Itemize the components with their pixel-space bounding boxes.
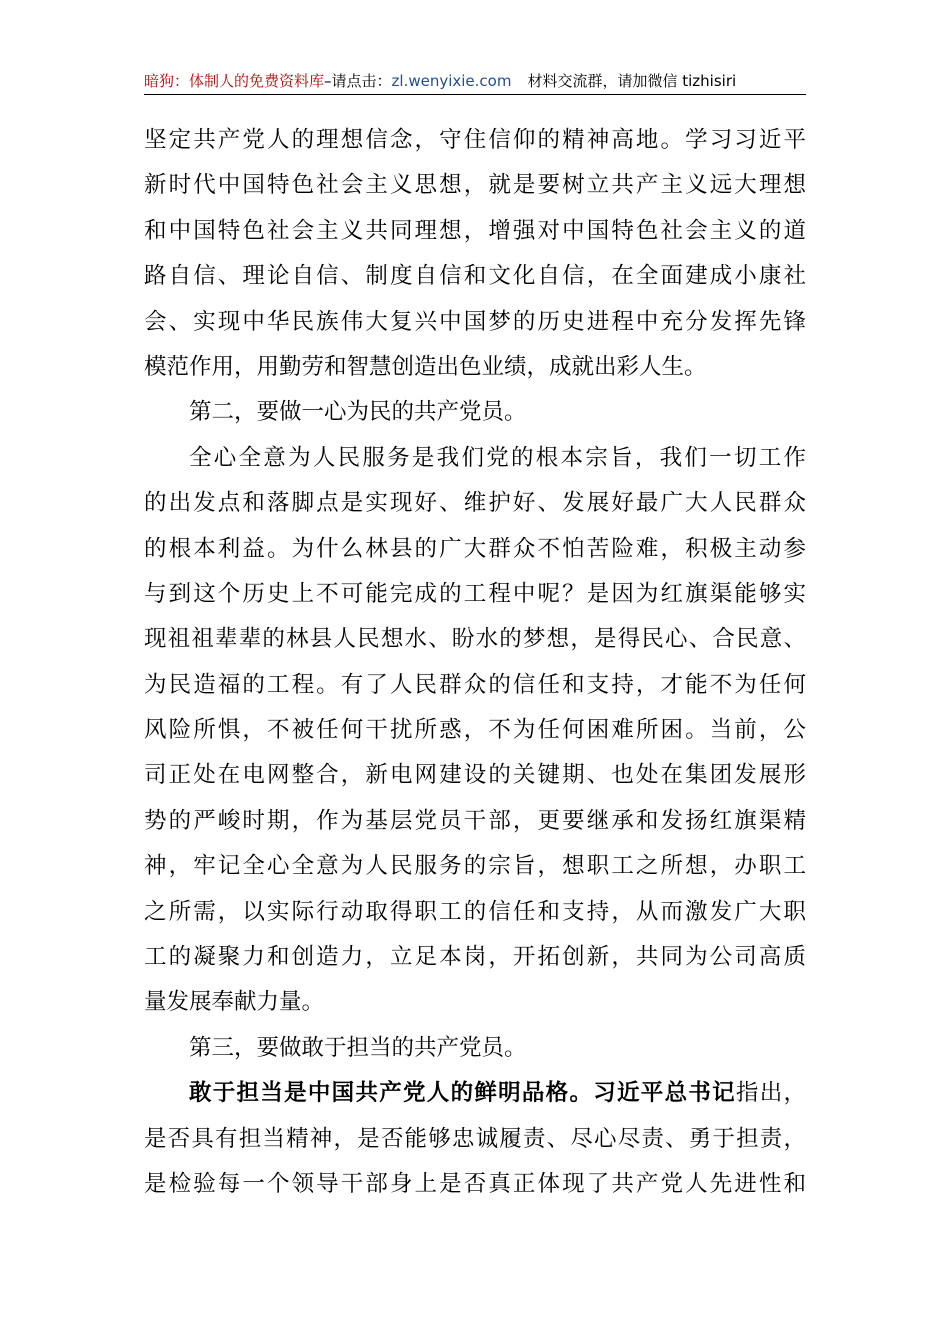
- text-line: 模范作用，用勤劳和智慧创造出色业绩，成就出彩人生。: [144, 353, 707, 380]
- document-body: [144, 118, 806, 1207]
- text-line-with-bold: [144, 1071, 806, 1116]
- text-line: 全心全意为人民服务是我们党的根本宗旨，我们一切工作: [189, 444, 806, 471]
- text-line: 势的严峻时期，作为基层党员干部，更要继承和发扬红旗渠精: [144, 807, 806, 834]
- lead-text-tail: 指出，: [735, 1080, 806, 1107]
- section-heading-second: 第二，要做一心为民的共产党员。: [189, 399, 527, 426]
- text-line: 司正处在电网整合，新电网建设的关键期、也处在集团发展形: [144, 762, 806, 789]
- page-header: [144, 68, 806, 95]
- section-heading-third: 第三，要做敢于担当的共产党员。: [189, 1034, 527, 1061]
- text-line: 工的凝聚力和创造力，立足本岗，开拓创新，共同为公司高质: [144, 944, 806, 971]
- text-line: 是否具有担当精神，是否能够忠诚履责、尽心尽责、勇于担责，: [144, 1125, 806, 1152]
- text-line: 坚定共产党人的理想信念，守住信仰的精神高地。学习习近平: [144, 127, 806, 153]
- text-line: 之所需，以实际行动取得职工的信任和支持，从而激发广大职: [144, 898, 806, 925]
- text-line: 是检验每一个领导干部身上是否真正体现了共产党人先进性和: [144, 1170, 806, 1197]
- header-url-link[interactable]: zl.wenyixie.com: [391, 72, 512, 90]
- text-line: 神，牢记全心全意为人民服务的宗旨，想职工之所想，办职工: [144, 853, 806, 880]
- text-line: 量发展奉献力量。: [144, 989, 325, 1016]
- text-line: 现祖祖辈辈的林县人民想水、盼水的梦想，是得民心、合民意、: [144, 626, 806, 653]
- text-line: 新时代中国特色社会主义思想，就是要树立共产主义远大理想: [144, 172, 806, 199]
- text-line: 为民造福的工程。有了人民群众的信任和支持，才能不为任何: [144, 671, 806, 698]
- text-line: 与到这个历史上不可能完成的工程中呢？是因为红旗渠能够实: [144, 580, 806, 607]
- text-line: 和中国特色社会主义共同理想，增强对中国特色社会主义的道: [144, 217, 806, 244]
- header-brand: 暗狗：体制人的免费资料库: [144, 72, 325, 90]
- text-line: 会、实现中华民族伟大复兴中国梦的历史进程中充分发挥先锋: [144, 308, 806, 335]
- text-line: 风险所惧，不被任何干扰所惑，不为任何困难所困。当前，公: [144, 717, 806, 744]
- text-line: 路自信、理论自信、制度自信和文化自信，在全面建成小康社: [144, 263, 806, 290]
- header-group-note: 材料交流群，请加微信 tizhisiri: [527, 72, 737, 90]
- header-click-prefix: –请点击：: [324, 72, 392, 90]
- text-line: 的根本利益。为什么林县的广大群众不怕苦险难，积极主动参: [144, 535, 806, 562]
- bold-lead-text: 敢于担当是中国共产党人的鲜明品格。习近平总书记: [189, 1080, 736, 1107]
- text-line: 的出发点和落脚点是实现好、维护好、发展好最广大人民群众: [144, 490, 806, 517]
